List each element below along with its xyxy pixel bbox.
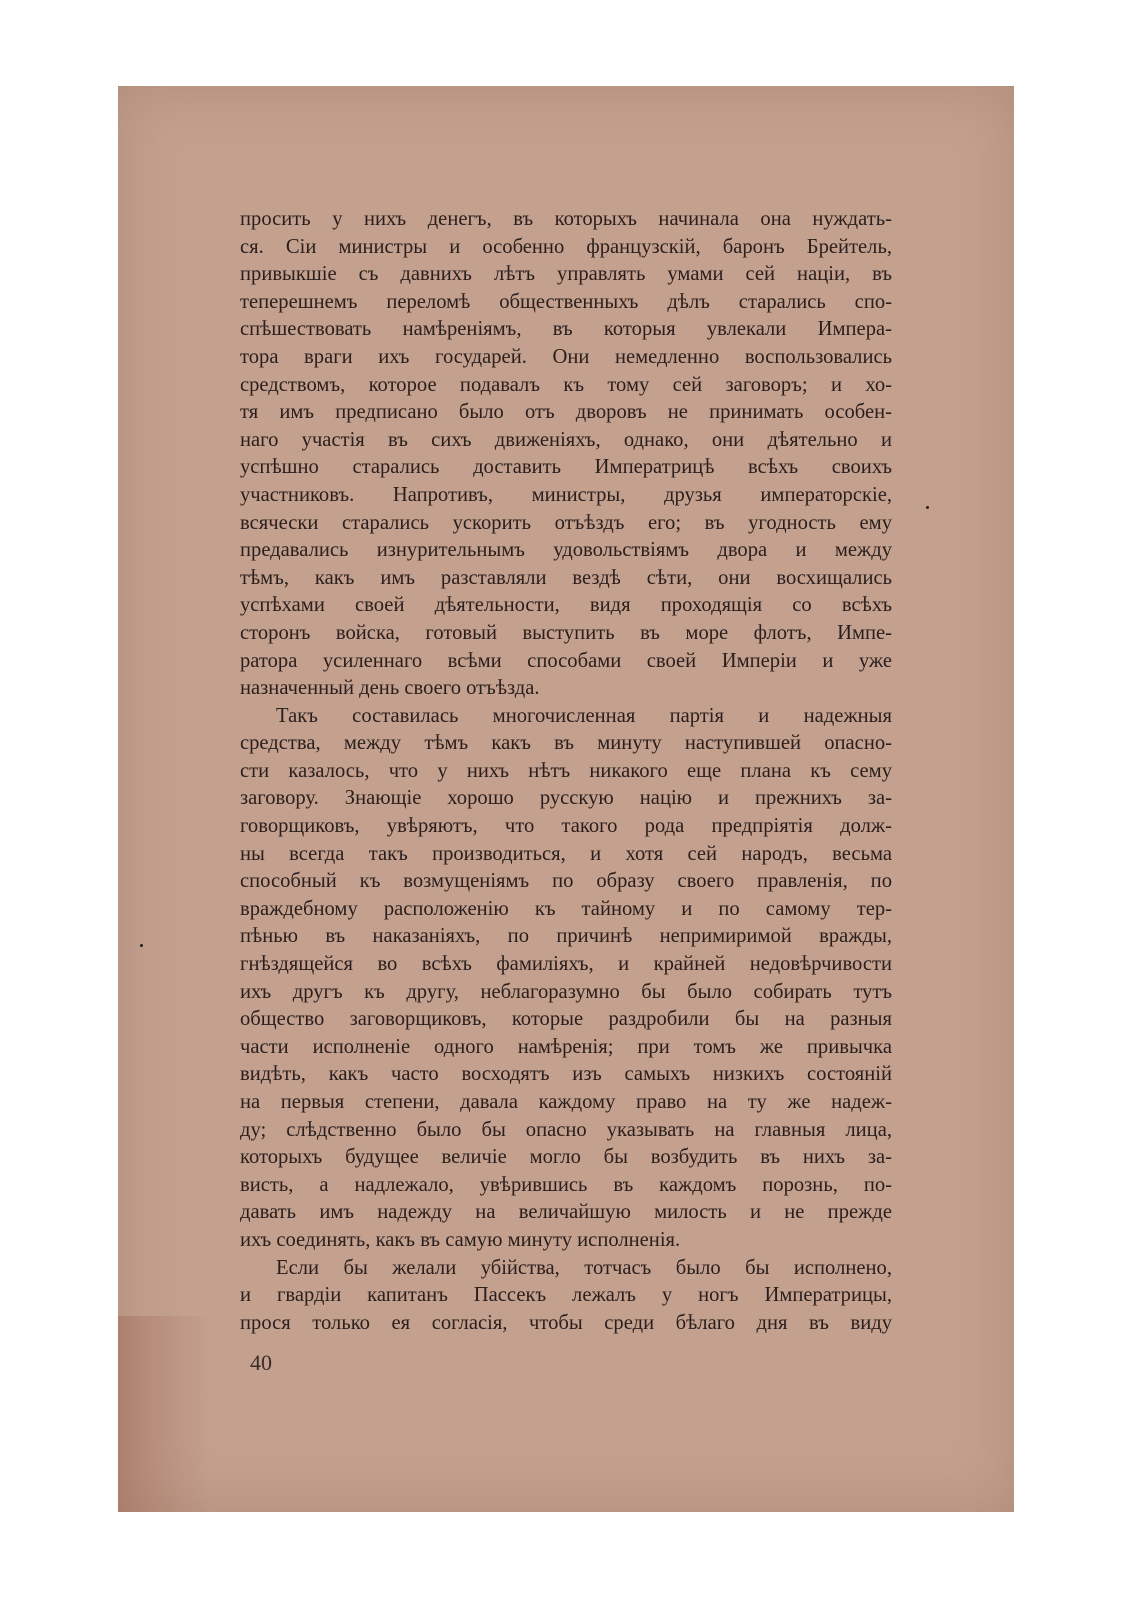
- text-line: ихъ другъ къ другу, неблагоразумно бы было собирать тутъ: [240, 980, 892, 1003]
- text-line: ся. Сіи министры и особенно французскій, баронъ Брейтель,: [240, 235, 892, 258]
- text-line: и гвардіи капитанъ Пассекъ лежалъ у ногъ Императрицы,: [240, 1284, 892, 1307]
- text-line: ратора усиленнаго всѣми способами своей Имперіи и уже: [240, 649, 892, 672]
- text-line: назначенный день своего отъѣзда.: [240, 677, 540, 700]
- text-line: ихъ соединять, какъ въ самую минуту исполненія.: [240, 1228, 681, 1251]
- text-line: просить у нихъ денегъ, въ которыхъ начинала она нуждать-: [240, 208, 892, 230]
- text-line: успѣхами своей дѣятельности, видя проходящія со всѣхъ: [240, 594, 892, 617]
- ink-speck: [926, 506, 929, 509]
- text-line: видѣть, какъ часто восходятъ изъ самыхъ низкихъ состояній: [240, 1063, 892, 1086]
- paragraph-1: [240, 206, 892, 703]
- text-line: сти казалось, что у нихъ нѣтъ никакого еще плана къ сему: [240, 759, 892, 782]
- text-line: успѣшно старались доставить Императрицѣ всѣхъ своихъ: [240, 456, 892, 479]
- text-line: пѣнью въ наказаніяхъ, по причинѣ непримиримой вражды,: [240, 925, 892, 948]
- text-line: всячески старались ускорить отъѣздъ его; въ угодность ему: [240, 511, 892, 534]
- text-line: теперешнемъ переломѣ общественныхъ дѣлъ старались спо-: [240, 290, 892, 313]
- text-line: участниковъ. Напротивъ, министры, друзья императорскіе,: [240, 483, 892, 506]
- text-line: которыхъ будущее величіе могло бы возбудить въ нихъ за-: [240, 1146, 892, 1169]
- text-line: привыкшіе съ давнихъ лѣтъ управлять умами сей націи, въ: [240, 263, 892, 286]
- text-line: ны всегда такъ производиться, и хотя сей народъ, весьма: [240, 842, 892, 865]
- text-line: общество заговорщиковъ, которые раздробили бы на разныя: [240, 1008, 892, 1031]
- page-number: 40: [250, 1350, 272, 1375]
- text-line: висть, а надлежало, увѣрившись въ каждомъ порознь, по-: [240, 1173, 892, 1196]
- text-line: способный къ возмущеніямъ по образу своего правленія, по: [240, 870, 892, 893]
- paragraph-3: [240, 1255, 892, 1338]
- text-line: предавались изнурительнымъ удовольствіямъ двора и между: [240, 539, 892, 562]
- text-line: средствомъ, которое подавалъ къ тому сей заговоръ; и хо-: [240, 373, 892, 396]
- text-line: тя имъ предписано было отъ дворовъ не принимать особен-: [240, 401, 892, 424]
- text-line: заговору. Знающіе хорошо русскую націю и прежнихъ за-: [240, 787, 892, 810]
- text-line: сторонъ войска, готовый выступить въ море флотъ, Импе-: [240, 621, 892, 644]
- text-line: части исполненіе одного намѣренія; при томъ же привычка: [240, 1035, 892, 1058]
- text-line: средства, между тѣмъ какъ въ минуту наступившей опасно-: [240, 732, 892, 755]
- paragraph-2: [240, 703, 892, 1255]
- text-line: Такъ составилась многочисленная партія и надежныя: [276, 704, 892, 727]
- text-line: враждебному расположенію къ тайному и по самому тер-: [240, 897, 892, 920]
- text-line: гнѣздящейся во всѣхъ фамиліяхъ, и крайней недовѣрчивости: [240, 953, 892, 976]
- text-line: ду; слѣдственно было бы опасно указывать на главныя лица,: [240, 1118, 892, 1141]
- text-line: спѣшествовать намѣреніямъ, въ которыя увлекали Импера-: [240, 318, 892, 341]
- book-page: [118, 86, 1014, 1512]
- text-line: на первыя степени, давала каждому право на ту же надеж-: [240, 1091, 892, 1113]
- page-text: [240, 206, 892, 1337]
- text-line: прося только ея согласія, чтобы среди бѣлаго дня въ виду: [240, 1311, 892, 1334]
- text-line: тѣмъ, какъ имъ разставляли вездѣ сѣти, они восхищались: [240, 566, 892, 589]
- text-line: Если бы желали убійства, тотчасъ было бы исполнено,: [276, 1256, 892, 1279]
- text-line: наго участія въ сихъ движеніяхъ, однако, они дѣятельно и: [240, 428, 892, 451]
- text-line: давать имъ надежду на величайшую милость и не прежде: [240, 1201, 892, 1224]
- ink-speck: [140, 944, 143, 947]
- text-line: говорщиковъ, увѣряютъ, что такого рода предпріятія долж-: [240, 815, 892, 838]
- text-line: тора враги ихъ государей. Они немедленно воспользовались: [240, 345, 892, 368]
